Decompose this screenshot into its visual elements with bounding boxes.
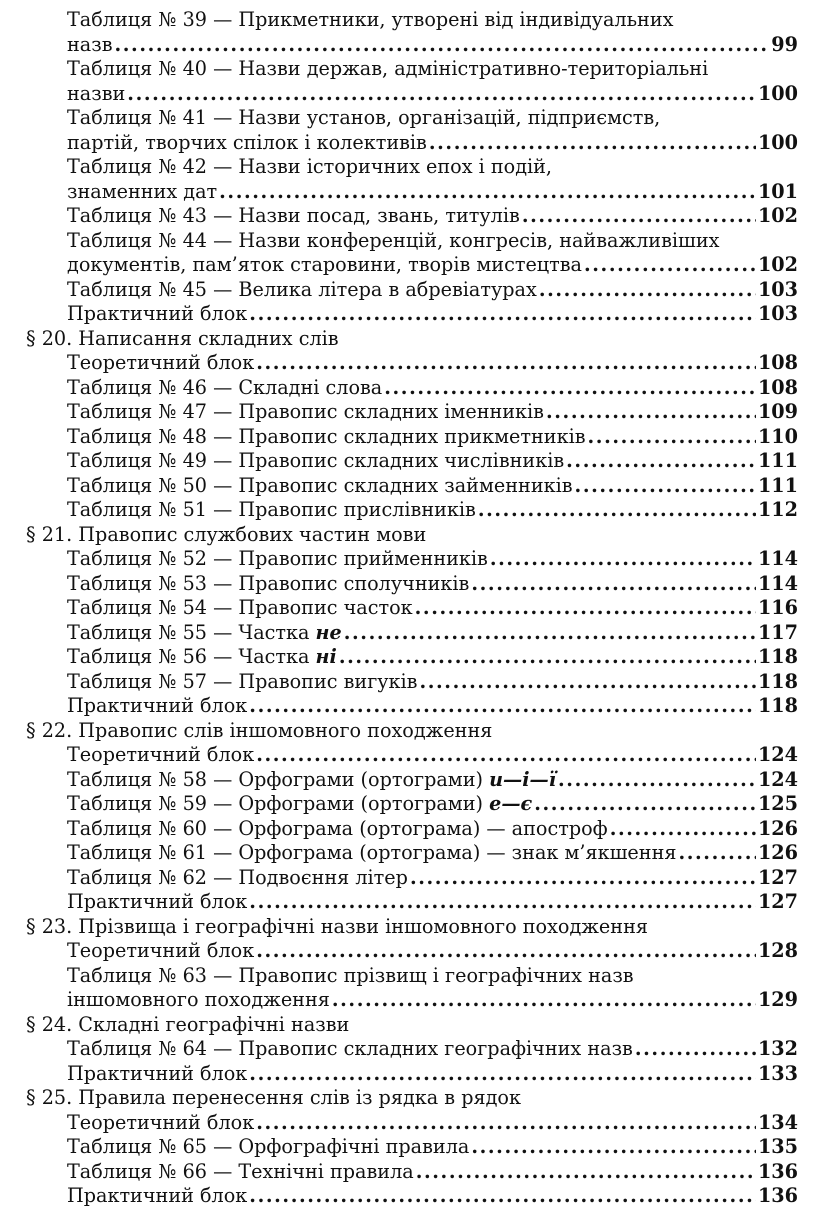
toc-section-heading (26, 915, 798, 940)
toc-entry-title (67, 180, 217, 205)
toc-page-number: 109 (757, 400, 798, 423)
toc-entry-text: Таблиця № 62 — Подвоєння літер (67, 865, 408, 889)
toc-entry (26, 278, 798, 303)
toc-entry-title (67, 841, 676, 866)
toc-entry-text: § 23. Прізвища і географічні назви іншомовного походження (26, 914, 648, 938)
toc-entry-text: Таблиця № 63 — Правопис прізвищ і географічних назв (67, 963, 634, 987)
toc-entry (26, 131, 798, 156)
toc-entry (26, 1184, 798, 1209)
toc-entry-title (67, 106, 660, 131)
toc-entry (26, 180, 798, 205)
dot-leader (410, 866, 756, 891)
toc-page-number: 102 (757, 204, 798, 227)
toc-entry-text: Теоретичний блок (67, 743, 255, 766)
toc-entry-title (67, 792, 532, 817)
toc-entry-title (67, 866, 408, 891)
toc-entry-title (67, 596, 413, 621)
toc-entry-emphasis: и—і—ї (489, 767, 557, 791)
dot-leader (115, 33, 770, 58)
dot-leader (249, 694, 756, 719)
toc-section-heading (26, 719, 798, 744)
toc-entry (26, 768, 798, 793)
toc-page-number: 126 (757, 841, 798, 864)
toc-entry-text: § 21. Правопис службових частин мови (26, 522, 427, 546)
toc-entry-text: Таблиця № 48 — Правопис складних прикметників (67, 424, 586, 448)
toc-entry-title (26, 1013, 349, 1038)
dot-leader (566, 449, 756, 474)
toc-page-number: 136 (757, 1159, 798, 1183)
toc-entry-title (67, 351, 254, 376)
toc-page-number: 114 (757, 571, 798, 595)
toc-entry-title (67, 474, 573, 499)
toc-entry (26, 841, 798, 866)
dot-leader (610, 817, 756, 842)
toc-entry-text: назв (67, 32, 113, 56)
toc-entry-title (67, 425, 586, 450)
toc-page-number: 103 (757, 302, 798, 325)
toc-page-number: 101 (757, 179, 798, 203)
toc-entry-title (67, 253, 582, 278)
toc-entry-title (67, 694, 247, 719)
toc-entry-title (67, 1111, 254, 1136)
toc-entry-title (67, 449, 564, 474)
toc-entry (26, 988, 798, 1013)
toc-entry-text: документів, пам’яток старовини, творів мистецтва (67, 253, 582, 276)
toc-entry (26, 964, 798, 989)
toc-entry-title (67, 817, 608, 842)
toc-entry (26, 376, 798, 401)
toc-page-number: 134 (757, 1110, 798, 1134)
toc-entry-title (67, 204, 520, 229)
toc-entry-title (67, 57, 708, 82)
toc-section-heading (26, 1013, 798, 1038)
toc-entry-text: Таблиця № 58 — Орфограми (ортограми) (67, 767, 490, 791)
toc-page-number: 124 (757, 767, 798, 791)
toc-page-number: 136 (757, 1184, 798, 1207)
toc-entry (26, 817, 798, 842)
toc-entry (26, 351, 798, 376)
toc-entry-text: Таблиця № 46 — Складні слова (67, 375, 383, 399)
toc-entry-text: Теоретичний блок (67, 1110, 255, 1134)
toc-entry (26, 425, 798, 450)
toc-entry (26, 498, 798, 523)
dot-leader (546, 400, 756, 425)
toc-entry (26, 106, 798, 131)
toc-entry-text: Практичний блок (67, 890, 248, 913)
dot-leader (429, 131, 756, 156)
toc-page-number: 112 (757, 498, 798, 521)
toc-entry (26, 1135, 798, 1160)
toc-entry (26, 596, 798, 621)
toc-page-number: 100 (757, 81, 798, 105)
toc-entry (26, 8, 798, 33)
toc-entry-text: Таблиця № 59 — Орфограми (ортограми) (67, 792, 490, 815)
toc-entry-text: Таблиця № 52 — Правопис прийменників (67, 547, 488, 570)
toc-page-number: 127 (757, 865, 798, 889)
toc-entry-text: § 22. Правопис слів іншомовного походження (26, 718, 493, 742)
dot-leader (127, 82, 756, 107)
toc-entry (26, 792, 798, 817)
toc-entry-title (67, 498, 476, 523)
toc-entry (26, 890, 798, 915)
toc-section-heading (26, 327, 798, 352)
toc-entry-title (67, 572, 469, 597)
toc-entry-title (67, 547, 488, 572)
toc-entry-text: Таблиця № 50 — Правопис складних займенників (67, 473, 573, 497)
toc-entry-text: Практичний блок (67, 1061, 248, 1085)
toc-page-number: 128 (757, 939, 798, 962)
dot-leader (522, 204, 756, 229)
toc-entry-title (67, 621, 342, 646)
toc-section-heading (26, 523, 798, 548)
dot-leader (256, 1111, 756, 1136)
toc-entry-title (67, 645, 337, 670)
toc-entry-title (67, 1062, 247, 1087)
dot-leader (584, 253, 756, 278)
toc-entry-text: § 24. Складні географічні назви (26, 1012, 350, 1036)
toc-entry (26, 572, 798, 597)
toc-entry-text: Таблиця № 65 — Орфографічні правила (67, 1135, 470, 1158)
toc-entry-text: Практичний блок (67, 1184, 248, 1207)
toc-entry (26, 82, 798, 107)
toc-entry (26, 155, 798, 180)
toc-entry (26, 1037, 798, 1062)
toc-entry (26, 57, 798, 82)
toc-entry-text: Таблиця № 44 — Назви конференцій, конгресів, найважливіших (67, 228, 720, 252)
toc-entry (26, 1160, 798, 1185)
toc-page-number: 100 (757, 130, 798, 154)
toc-page-number: 99 (771, 32, 798, 56)
dot-leader (558, 768, 756, 793)
toc-entry-text: Таблиця № 51 — Правопис прислівників (67, 498, 476, 521)
toc-entry-text: Таблиця № 54 — Правопис часток (67, 596, 413, 619)
dot-leader (471, 1135, 756, 1160)
dot-leader (384, 376, 756, 401)
dot-leader (471, 572, 756, 597)
dot-leader (249, 1184, 756, 1209)
toc-entry-title (67, 1160, 414, 1185)
toc-entry (26, 645, 798, 670)
toc-page-number: 127 (757, 890, 798, 913)
dot-leader (416, 1160, 756, 1185)
toc-entry-text: Теоретичний блок (67, 351, 255, 374)
toc-entry (26, 449, 798, 474)
toc-entry-title (67, 33, 113, 58)
dot-leader (575, 474, 756, 499)
toc-entry-text: Таблиця № 60 — Орфограма (ортограма) — апостроф (67, 816, 608, 840)
toc-entry-text: знаменних дат (67, 179, 218, 203)
dot-leader (256, 743, 756, 768)
toc-page-number: 133 (757, 1061, 798, 1085)
toc-entry-text: § 20. Написання складних слів (26, 326, 339, 350)
toc-entry-text: Теоретичний блок (67, 939, 255, 962)
toc-entry-text: Таблиця № 47 — Правопис складних іменників (67, 400, 544, 423)
toc-entry-text: Практичний блок (67, 302, 248, 325)
toc-entry-title (67, 8, 673, 33)
toc-entry-title (67, 890, 247, 915)
toc-entry (26, 743, 798, 768)
toc-entry-emphasis: е—є (489, 792, 533, 815)
toc-page-number: 111 (757, 449, 798, 472)
table-of-contents (26, 8, 798, 1209)
toc-entry-title (67, 302, 247, 327)
dot-leader (635, 1037, 756, 1062)
toc-entry-emphasis: ні (315, 645, 337, 668)
toc-entry-title (26, 915, 648, 940)
toc-entry-title (67, 82, 125, 107)
toc-entry-title (67, 278, 537, 303)
toc-entry (26, 939, 798, 964)
toc-entry (26, 1062, 798, 1087)
toc-entry-text: партій, творчих спілок і колективів (67, 130, 427, 154)
toc-entry-title (67, 131, 427, 156)
toc-page-number: 110 (757, 424, 798, 448)
toc-page-number: 116 (757, 596, 798, 619)
toc-entry-emphasis: не (315, 620, 342, 644)
toc-page-number: 135 (757, 1135, 798, 1158)
toc-page-number: 103 (757, 277, 798, 301)
toc-page-number: 108 (757, 375, 798, 399)
toc-entry (26, 204, 798, 229)
toc-entry (26, 229, 798, 254)
toc-page-number: 118 (757, 694, 798, 717)
toc-page-number: 108 (757, 351, 798, 374)
toc-entry-title (67, 1184, 247, 1209)
toc-page-number: 125 (757, 792, 798, 815)
toc-entry-title (26, 327, 339, 352)
toc-entry (26, 33, 798, 58)
toc-entry (26, 866, 798, 891)
toc-entry-text: Таблиця № 57 — Правопис вигуків (67, 669, 418, 693)
dot-leader (249, 1062, 756, 1087)
toc-page-number: 126 (757, 816, 798, 840)
toc-entry-title (67, 964, 634, 989)
toc-entry-title (67, 1135, 469, 1160)
toc-entry-text: Таблиця № 53 — Правопис сполучників (67, 571, 470, 595)
toc-entry (26, 547, 798, 572)
toc-entry-title (26, 719, 492, 744)
toc-entry-text: Таблиця № 56 — Частка (67, 645, 316, 668)
toc-entry (26, 670, 798, 695)
toc-entry (26, 474, 798, 499)
toc-page-number: 114 (757, 547, 798, 570)
toc-entry-text: Таблиця № 55 — Частка (67, 620, 316, 644)
toc-page-number: 132 (757, 1037, 798, 1060)
dot-leader (344, 621, 756, 646)
toc-entry-title (67, 229, 719, 254)
toc-entry-text: Таблиця № 61 — Орфограма (ортограма) — знак м’якшення (67, 841, 677, 864)
toc-entry-text: Таблиця № 42 — Назви історичних епох і подій, (67, 155, 553, 178)
toc-page-number: 129 (757, 988, 798, 1011)
toc-entry-title (67, 670, 417, 695)
toc-entry-title (26, 1086, 521, 1111)
dot-leader (256, 939, 756, 964)
dot-leader (332, 988, 756, 1013)
toc-page-number: 117 (757, 620, 798, 644)
toc-entry-title (67, 376, 382, 401)
toc-entry-title (67, 743, 254, 768)
toc-entry-title (67, 400, 544, 425)
toc-page-number: 102 (757, 253, 798, 276)
toc-page-number: 118 (757, 669, 798, 693)
toc-entry-title (26, 523, 426, 548)
toc-page-number: 111 (757, 473, 798, 497)
dot-leader (256, 351, 756, 376)
dot-leader (415, 596, 756, 621)
toc-entry-text: § 25. Правила перенесення слів із рядка в рядок (26, 1086, 521, 1109)
toc-entry-text: назви (67, 81, 126, 105)
dot-leader (339, 645, 756, 670)
toc-page-number: 124 (757, 743, 798, 766)
dot-leader (534, 792, 756, 817)
toc-entry-title (67, 155, 552, 180)
dot-leader (419, 670, 755, 695)
dot-leader (539, 278, 756, 303)
toc-entry-text: Таблиця № 43 — Назви посад, звань, титулів (67, 204, 520, 227)
toc-page-number: 118 (757, 645, 798, 668)
toc-entry (26, 302, 798, 327)
toc-entry-text: Таблиця № 64 — Правопис складних географічних назв (67, 1037, 633, 1060)
toc-entry-title (67, 988, 330, 1013)
dot-leader (478, 498, 756, 523)
toc-entry (26, 400, 798, 425)
dot-leader (249, 302, 756, 327)
toc-entry-text: іншомовного походження (67, 988, 330, 1011)
toc-entry-title (67, 1037, 633, 1062)
toc-section-heading (26, 1086, 798, 1111)
toc-entry (26, 621, 798, 646)
toc-entry (26, 694, 798, 719)
dot-leader (588, 425, 756, 450)
toc-entry-text: Практичний блок (67, 694, 248, 717)
toc-entry-text: Таблиця № 66 — Технічні правила (67, 1159, 414, 1183)
toc-entry (26, 253, 798, 278)
toc-entry-text: Таблиця № 49 — Правопис складних числівників (67, 449, 565, 472)
toc-entry-text: Таблиця № 45 — Велика літера в абревіатурах (67, 277, 537, 301)
dot-leader (678, 841, 755, 866)
toc-entry-title (67, 768, 556, 793)
toc-entry-text: Таблиця № 40 — Назви держав, адміністративно-територіальні (67, 57, 709, 80)
dot-leader (249, 890, 756, 915)
toc-entry-text: Таблиця № 41 — Назви установ, організацій, підприємств, (67, 106, 661, 129)
toc-entry (26, 1111, 798, 1136)
dot-leader (490, 547, 756, 572)
toc-entry-text: Таблиця № 39 — Прикметники, утворені від індивідуальних (67, 8, 674, 31)
toc-entry-title (67, 939, 254, 964)
dot-leader (219, 180, 756, 205)
